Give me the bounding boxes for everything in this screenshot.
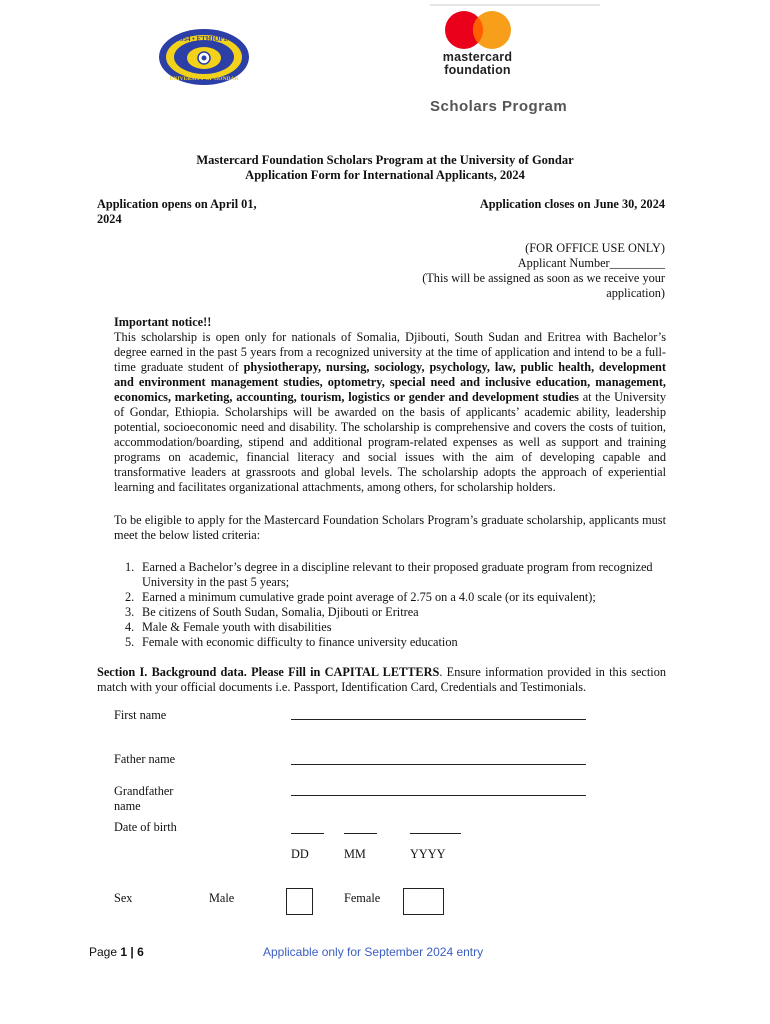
grandfather-name-field[interactable] [291,795,586,796]
dob-label: Date of birth [114,820,177,834]
eligibility-criteria-list [114,560,666,650]
criteria-item: 2. Earned a minimum cumulative grade point average of 2.75 on a 4.0 scale (or its equivalent); [125,590,596,604]
criteria-item: 5. Female with economic difficulty to finance university education [125,635,458,649]
dob-month-hint: MM [344,847,366,861]
notice-heading: Important notice!! [114,315,212,329]
eligibility-intro: To be eligible to apply for the Mastercard Foundation Scholars Program’s graduate scholarship, applicants must meet the below listed criteria: [114,513,666,542]
scholars-program-wordmark: Scholars Program [430,98,568,115]
female-label: Female [344,891,381,905]
application-opens: Application opens on April 01, 2024 [97,197,257,226]
form-title-line2: Application Form for International Applicants, 2024 [245,168,525,182]
father-name-field[interactable] [291,764,586,765]
criteria-item: 4. Male & Female youth with disabilities [125,620,332,634]
dob-year-hint: YYYY [410,847,446,861]
dob-day-hint: DD [291,847,309,861]
section1-heading: Section I. Background data. Please Fill in CAPITAL LETTERS. Ensure information provided in this section match with your official documents i.e. Passport, Identification Card, Credentials and Testimonials. [97,665,666,694]
page-number: Page 1 | 6 [89,945,144,959]
application-closes: Application closes on June 30, 2024 [479,197,665,211]
first-name-field[interactable] [291,719,586,720]
first-name-label: First name [114,708,167,722]
dob-day-field[interactable] [291,833,324,834]
form-title-line1: Mastercard Foundation Scholars Program at the University of Gondar [196,153,574,167]
notice-body: This scholarship is open only for nationals of Somalia, Djibouti, South Sudan and Eritrea with Bachelor’s degree earned in the past 5 years from a recognized university at the time of application and intend to be a full-time graduate student of physiotherapy, nursing, sociology, psychology, law, public health, development and environment management studies, optometry, special need and inclusive education, management, economics, marketing, accounting, tourism, logistics or gender and development studies at the University of Gondar, Ethiopia. Scholarships will be awarded on the basis of applicants’ academic ability, leadership potential, socioeconomic need and disability. The scholarship is comprehensive and covers the costs of tuition, accommodation/boarding, stipend and additional program-related expenses as well as support and training programs on academic, financial literacy and social issues with the aim of developing capable and transformative leaders at grassroots and global levels. The scholarship adopts the approach of experiential learning and facilitates organizational attachments, among others, for scholarship holders. [114,330,666,494]
male-checkbox[interactable] [286,888,313,915]
university-logo [158,28,250,86]
svg-text:1954 • ETHIOPIA: 1954 • ETHIOPIA [176,35,232,43]
female-checkbox[interactable] [403,888,444,915]
mastercard-wordmark: mastercard [442,50,513,64]
dob-month-field[interactable] [344,833,377,834]
svg-text:UNIVERSITY OF GONDAR: UNIVERSITY OF GONDAR [169,76,239,82]
criteria-item: 3. Be citizens of South Sudan, Somalia, Djibouti or Eritrea [125,605,419,619]
dob-year-field[interactable] [410,833,461,834]
criteria-item: 1. Earned a Bachelor’s degree in a discipline relevant to their proposed graduate program from recognized University in the past 5 years; [125,560,653,589]
grandfather-name-label: Grandfather name [114,784,174,813]
foundation-wordmark: foundation [444,63,511,77]
university-seal-icon [158,28,250,86]
important-notice [114,315,666,495]
sex-label: Sex [114,891,133,905]
mastercard-foundation-logo [430,4,600,114]
mastercard-circles-icon [432,10,524,50]
office-use-block: (FOR OFFICE USE ONLY) Applicant Number_________ (This will be assigned as soon as we receive your application) [422,241,665,300]
footer-entry-note: Applicable only for September 2024 entry [263,945,484,959]
male-label: Male [209,891,235,905]
father-name-label: Father name [114,752,176,766]
